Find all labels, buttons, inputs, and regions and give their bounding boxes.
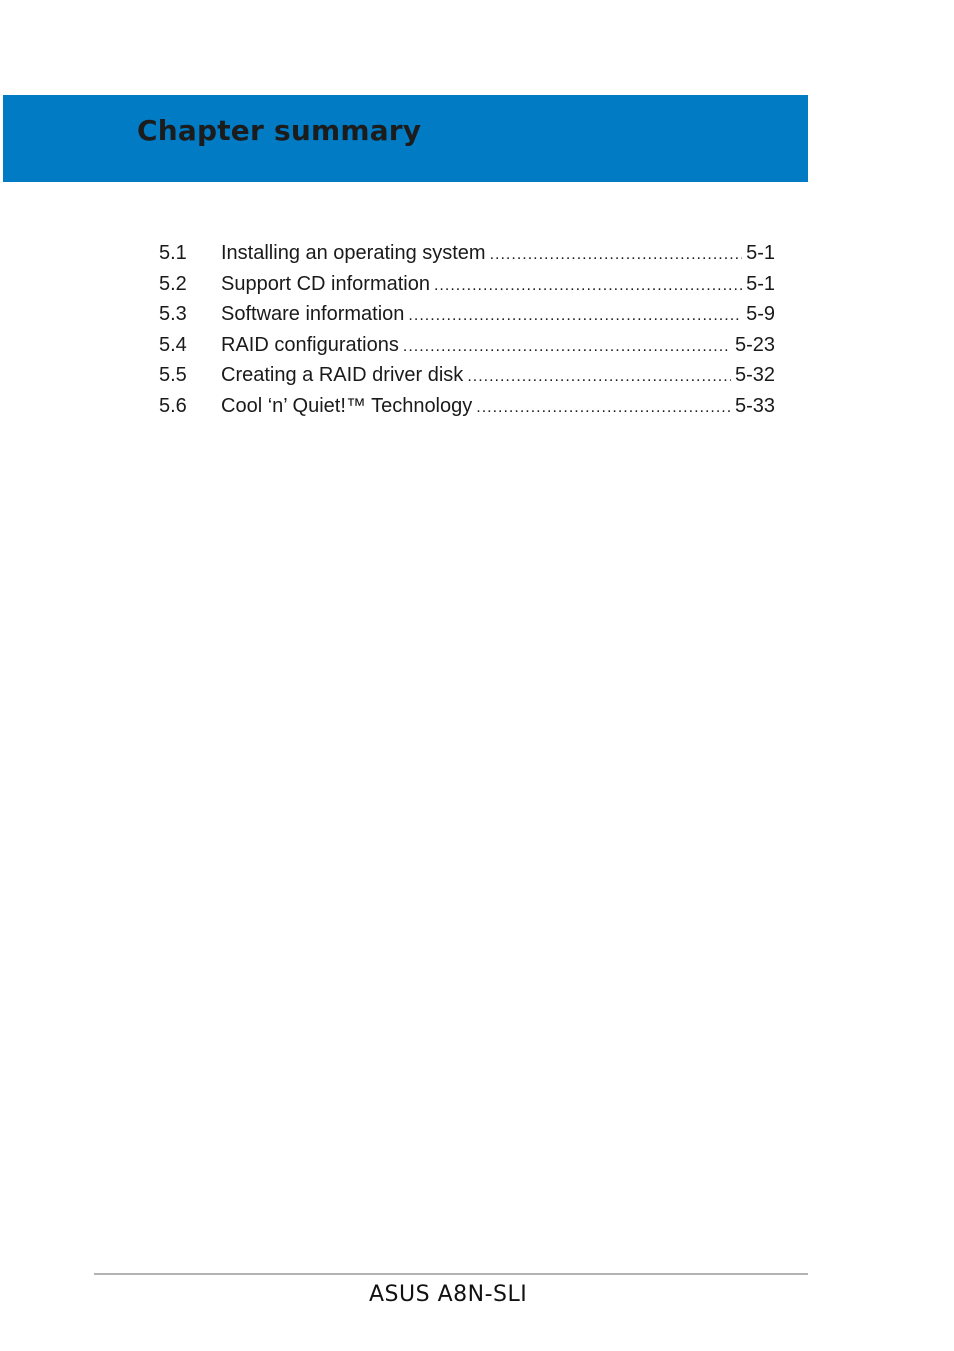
table-of-contents (159, 238, 775, 422)
toc-entry-number: 5.6 (159, 394, 187, 417)
toc-entry-page: 5-1 (746, 272, 775, 295)
toc-dot-leader (490, 240, 743, 270)
toc-entry-number: 5.3 (159, 303, 187, 326)
toc-entry-number: 5.5 (159, 364, 187, 387)
footer-product-name: ASUS A8N-SLI (369, 1282, 528, 1307)
toc-entry-number: 5.1 (159, 242, 187, 264)
toc-entry-title: Support CD information (221, 272, 430, 295)
toc-dot-leader (476, 393, 731, 423)
toc-entry-page: 5-32 (734, 364, 775, 387)
toc-entry-title: Cool ‘n’ Quiet!™ Technology (221, 394, 473, 417)
toc-entry-title: Software information (221, 303, 405, 326)
toc-entry-title: Installing an operating system (221, 242, 486, 264)
toc-entry-number: 5.4 (159, 333, 187, 356)
toc-entry[interactable] (159, 269, 775, 300)
toc-dot-leader (408, 301, 742, 331)
toc-entry-page: 5-9 (746, 303, 775, 326)
toc-entry[interactable] (159, 299, 775, 330)
toc-entry[interactable] (159, 391, 775, 422)
toc-entry[interactable] (159, 330, 775, 361)
toc-entry-page: 5-23 (734, 333, 775, 356)
toc-dot-leader (467, 362, 731, 392)
toc-entry-title: Creating a RAID driver disk (221, 364, 464, 387)
toc-entry-page: 5-1 (746, 242, 775, 264)
toc-entry-title: RAID configurations (221, 333, 399, 356)
toc-entry-number: 5.2 (159, 272, 187, 295)
footer-divider (94, 1273, 808, 1275)
toc-entry-page: 5-33 (734, 394, 775, 417)
chapter-title: Chapter summary (137, 114, 422, 147)
toc-dot-leader (434, 271, 742, 301)
toc-entry[interactable] (159, 360, 775, 391)
toc-entry[interactable] (159, 238, 775, 269)
toc-dot-leader (403, 332, 731, 362)
